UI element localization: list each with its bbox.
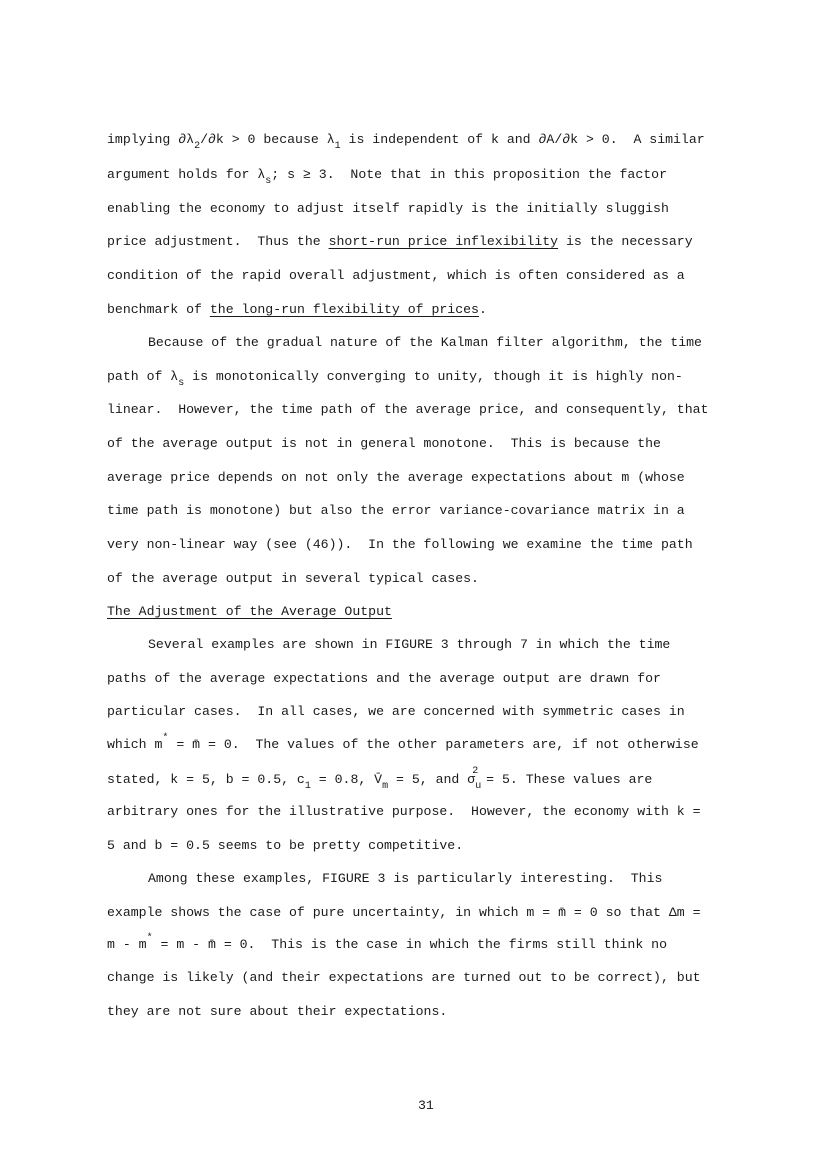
text-line	[107, 130, 747, 152]
text-line	[107, 165, 747, 187]
text-line: very non-linear way (see (46)). In the following we examine the time path	[107, 537, 693, 552]
text-run: /∂k > 0 because λ	[200, 132, 335, 147]
text-run: stated, k = 5, b = 0.5, c	[107, 772, 305, 787]
text-line: paths of the average expectations and the average output are drawn for	[107, 671, 661, 686]
text-line: of the average output in several typical cases.	[107, 571, 479, 586]
text-line: arbitrary ones for the illustrative purpose. However, the economy with k =	[107, 804, 701, 819]
text-line	[107, 766, 747, 792]
subscript: s	[265, 176, 272, 187]
section-heading: The Adjustment of the Average Output	[107, 604, 392, 619]
superscript: *	[146, 933, 153, 944]
text-line: linear. However, the time path of the average price, and consequently, that	[107, 402, 709, 417]
text-line: average price depends on not only the average expectations about m (whose	[107, 470, 685, 485]
text-run: which m	[107, 737, 163, 752]
text-line	[107, 367, 747, 389]
subscript: 1	[334, 141, 341, 152]
underlined-phrase: the long-run flexibility of prices	[209, 302, 479, 317]
underlined-phrase: short-run price inflexibility	[328, 234, 559, 249]
text-line: enabling the economy to adjust itself rapidly is the initially sluggish	[107, 201, 669, 216]
text-line: of the average output is not in general monotone. This is because the	[107, 436, 661, 451]
subscript: s	[178, 378, 185, 389]
text-line: condition of the rapid overall adjustment, which is often considered as a	[107, 268, 685, 283]
superscript: *	[162, 733, 169, 744]
text-run: m - m	[107, 937, 147, 952]
text-run: price adjustment. Thus the	[107, 234, 329, 249]
text-line: change is likely (and their expectations are turned out to be correct), but	[107, 970, 701, 985]
subscript: 1	[304, 781, 311, 792]
text-run: is monotonically converging to unity, though it is highly non-	[184, 369, 683, 384]
text-line: 5 and b = 0.5 seems to be pretty competitive.	[107, 838, 464, 853]
text-run: = m - m̄ = 0. This is the case in which the firms still think no	[152, 937, 667, 952]
text-line: particular cases. In all cases, we are concerned with symmetric cases in	[107, 704, 685, 719]
text-run: is the necessary	[558, 234, 693, 249]
text-run: argument holds for λ	[107, 167, 266, 182]
text-line: Because of the gradual nature of the Kalman filter algorithm, the time	[148, 335, 702, 350]
text-run: = 5, and σ	[388, 772, 476, 787]
subscript: 2	[194, 141, 201, 152]
text-run: = m̄ = 0. The values of the other parameters are, if not otherwise	[168, 737, 699, 752]
text-run: implying ∂λ	[107, 132, 195, 147]
superscript: 2	[472, 766, 479, 777]
text-run: path of λ	[107, 369, 179, 384]
text-line: Among these examples, FIGURE 3 is particularly interesting. This	[148, 871, 663, 886]
text-run: .	[478, 302, 487, 317]
page-number: 31	[418, 1098, 434, 1113]
text-run: ; s ≥ 3. Note that in this proposition the factor	[271, 167, 667, 182]
text-run: is independent of k and ∂A/∂k > 0. A similar	[340, 132, 705, 147]
subscript: m	[382, 781, 389, 792]
text-line: they are not sure about their expectations.	[107, 1004, 448, 1019]
text-line: example shows the case of pure uncertainty, in which m = m̄ = 0 so that Δm =	[107, 905, 701, 920]
text-line: time path is monotone) but also the error variance-covariance matrix in a	[107, 503, 685, 518]
subscript: u	[475, 781, 482, 792]
text-line	[107, 300, 747, 322]
text-run: = 5. These values are	[478, 772, 653, 787]
text-line	[107, 735, 747, 757]
text-line	[107, 232, 747, 254]
text-run: benchmark of	[107, 302, 210, 317]
text-line	[107, 935, 747, 957]
text-line: Several examples are shown in FIGURE 3 through 7 in which the time	[148, 637, 671, 652]
text-run: = 0.8, V̄	[310, 772, 383, 787]
